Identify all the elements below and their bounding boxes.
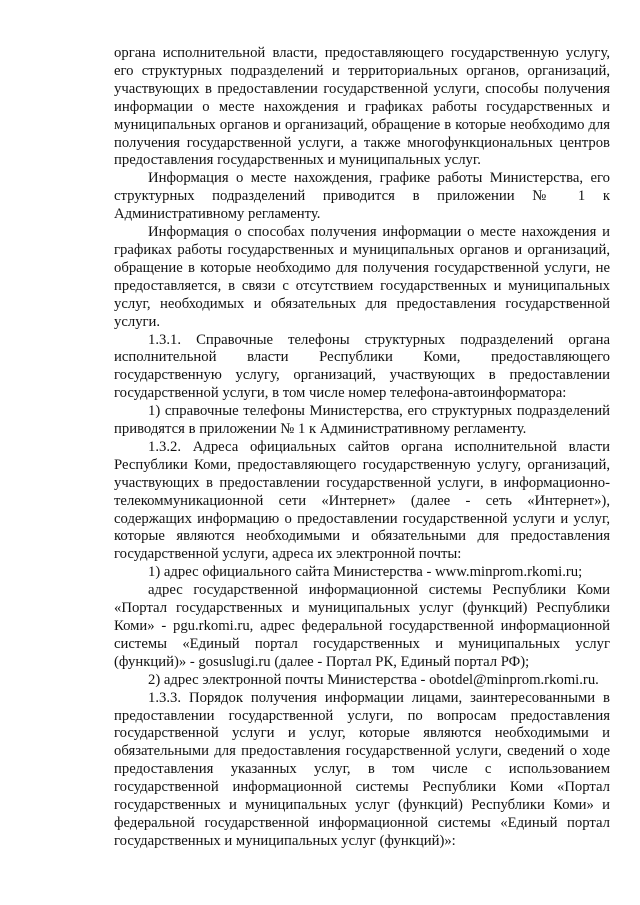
paragraph-intro-continuation: органа исполнительной власти, предоставляющего государственную услугу, его структурных подразделений и территориальных органов, организаций, участвующих в предоставлении государственной услуги, способы получения информации о месте нахождения и графиках работы государственных и муниципальных органов и организаций, обращение в которые необходимо для получения государственной услуги, а также многофункциональных центров предоставления государственных и муниципальных услуг. [114,45,610,169]
section-1-3-2: 1.3.2. Адреса официальных сайтов органа исполнительной власти Республики Коми, предоставляющего государственную услугу, организаций, участвующих в предоставлении государственной услуги, в информационно-телекоммуникационной сети «Интернет» (далее - сеть «Интернет»), содержащих информацию о предоставлении государственной услуги и услуг, которые являются необходимыми и обязательными для предоставления государственной услуги, адреса их электронной почты: [114,438,610,563]
paragraph-ministry-location: Информация о месте нахождения, графике работы Министерства, его структурных подразделений приводится в приложении № 1 к Административному регламенту. [114,170,610,223]
section-1-3-3: 1.3.3. Порядок получения информации лицами, заинтересованными в предоставлении государственной услуги, по вопросам предоставления государственной услуги и услуг, которые являются необходимыми и обязательными для предоставления государственной услуги, сведений о ходе предоставления указанных услуг, в том числе с использованием государственной информационной системы Республики Коми «Портал государственных и муниципальных услуг (функций) Республики Коми» и федеральной государственной информационной системы «Единый портал государственных и муниципальных услуг (функций)»: [114,689,610,849]
list-item-phones: 1) справочные телефоны Министерства, его структурных подразделений приводятся в приложении № 1 к Административному регламенту. [114,403,610,438]
paragraph-portals: адрес государственной информационной системы Республики Коми «Портал государственных и муниципальных услуг (функций) Республики Коми» - pgu.rkomi.ru, адрес федеральной государственной информационной системы «Единый портал государственных и муниципальных услуг (функций)» - gosuslugi.ru (далее - Портал РК, Единый портал РФ); [114,582,610,670]
document-body [114,45,610,851]
list-item-email: 2) адрес электронной почты Министерства - obotdel@minprom.rkomi.ru. [148,671,599,688]
list-item-website: 1) адрес официального сайта Министерства - www.minprom.rkomi.ru; [148,564,583,581]
paragraph-info-methods: Информация о способах получения информации о месте нахождения и графиках работы государственных и муниципальных органов и организаций, обращение в которые необходимо для получения государственной услуги, не предоставляется, в связи с отсутствием государственных и муниципальных услуг, необходимых и обязательных для предоставления государственной услуги. [114,224,610,330]
section-1-3-1: 1.3.1. Справочные телефоны структурных подразделений органа исполнительной власти Республики Коми, предоставляющего государственную услугу, организаций, участвующих в предоставлении государственной услуги, в том числе номер телефона-автоинформатора: [114,331,610,402]
